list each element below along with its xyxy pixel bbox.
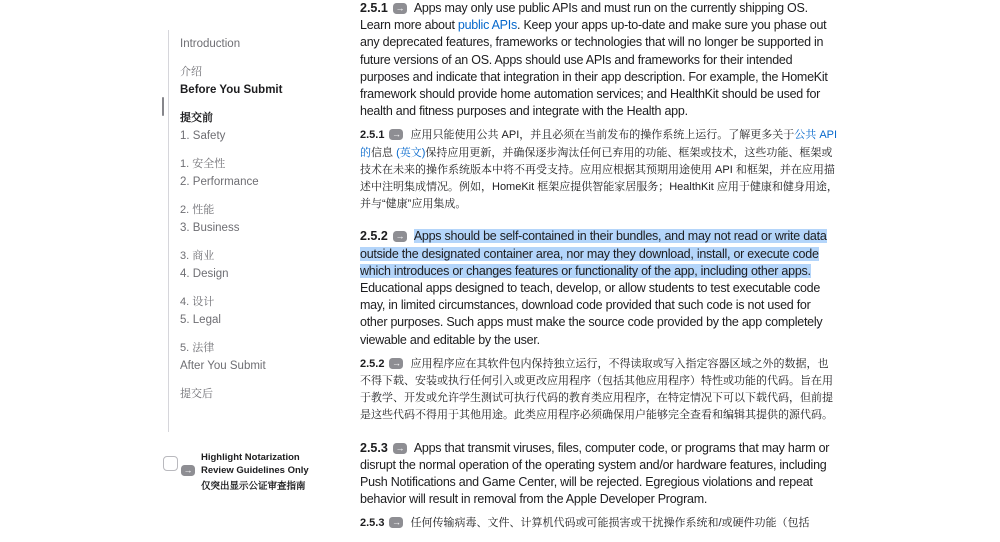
guideline-number: 2.5.1 bbox=[360, 129, 385, 142]
guideline-text: Apps that transmit viruses, files, computer code, or programs that may harm or disrupt the normal operation of the operating system and/or hardware features, including Push Notifications and Game Center, will be rejected. Egregious violations and repeat behavior will result in removal from the Apple Developer Program. bbox=[360, 440, 830, 507]
notarization-filter bbox=[163, 452, 313, 493]
highlighted-text: Apps should be self-contained in their bundles, and may not read or write data outside the designated container area, nor may they download, install, or execute code which introduces or changes features or functionality of the app, including other apps. bbox=[360, 229, 827, 278]
notarization-filter-checkbox[interactable] bbox=[163, 456, 178, 471]
guideline-text: 信息 bbox=[371, 146, 397, 159]
notarization-badge-icon: → bbox=[393, 231, 407, 242]
sidebar-link-zh[interactable]: 2. 性能 bbox=[180, 204, 215, 216]
guideline-text: 任何传输病毒、文件、计算机代码或可能损害或干扰操作系统和/或硬件功能（包括 bbox=[410, 517, 810, 530]
guideline-text: 保持应用更新，并确保逐步淘汰任何已弃用的功能、框架或技术，这些功能、框架或技术在未来的操作系统版本中将不再受支持。应用应根据其预期用途使用 API 和框架，并在应用描述中注明集成情况。例如，HomeKit 框架应提供智能家居服务；HealthKit 应用于健康和健身用途，并与“健康”应用集成。 bbox=[360, 146, 838, 211]
guideline-number: 2.5.1 bbox=[360, 1, 388, 15]
sidebar-nav bbox=[180, 36, 312, 404]
sidebar-item-before-you-submit bbox=[180, 82, 312, 126]
guidelines-content bbox=[360, 0, 839, 542]
guideline-text: Apps may only use public APIs and must run on the currently shipping OS. Learn more about bbox=[360, 1, 808, 33]
sidebar-link-zh[interactable]: 提交后 bbox=[180, 388, 213, 400]
inline-link[interactable]: public APIs bbox=[457, 18, 517, 33]
guideline-text: . Keep your apps up-to-date and make sure you phase out any deprecated features, frameworks or technologies that will no longer be supported in future versions of an OS. Apps should use APIs and frameworks for their intended purposes and indicate that integration in their app description. For example, the HomeKit framework should provide home automation services; and HealthKit should be used for health and fitness purposes and integrate with the Health app. bbox=[360, 18, 828, 119]
sidebar-item-4-design bbox=[180, 266, 312, 310]
sidebar-link-zh[interactable]: 介绍 bbox=[180, 66, 202, 78]
sidebar-link-zh[interactable]: 5. 法律 bbox=[180, 342, 215, 354]
guideline-2-5-2-zh bbox=[360, 356, 839, 425]
sidebar-link-zh[interactable]: 1. 安全性 bbox=[180, 158, 226, 170]
notarization-filter-label-zh[interactable]: 仅突出显示公证审查指南 bbox=[201, 481, 306, 492]
guideline-2-5-1-en bbox=[360, 0, 839, 120]
sidebar-link-en[interactable]: After You Submit bbox=[180, 360, 266, 372]
guideline-number: 2.5.3 bbox=[360, 517, 385, 530]
notarization-badge-icon: → bbox=[389, 517, 403, 528]
notarization-badge-icon: → bbox=[393, 3, 407, 14]
sidebar-item-5-legal bbox=[180, 312, 312, 356]
sidebar-item-3-business bbox=[180, 220, 312, 264]
guideline-2-5-3-en bbox=[360, 440, 839, 509]
sidebar-item-2-performance bbox=[180, 174, 312, 218]
guideline-text: 应用只能使用公共 API，并且必须在当前发布的操作系统上运行。了解更多关于 bbox=[410, 129, 795, 142]
guideline-2-5-3-zh bbox=[360, 515, 839, 532]
guideline-number: 2.5.2 bbox=[360, 229, 388, 244]
sidebar-link-en[interactable]: 4. Design bbox=[180, 268, 229, 280]
sidebar-item-introduction bbox=[180, 36, 312, 80]
guideline-number: 2.5.2 bbox=[360, 357, 385, 370]
notarization-filter-label-en[interactable]: Highlight Notarization Review Guidelines Only bbox=[201, 452, 309, 476]
guideline-text: 应用程序应在其软件包内保持独立运行，不得读取或写入指定容器区域之外的数据，也不得下载、安装或执行任何引入或更改应用程序（包括其他应用程序）特性或功能的代码。旨在用于教学、开发或允许学生测试可执行代码的教育类应用程序，在特定情况下可以下载代码，但前提是这些代码不得用于其他用途。此类应用程序必须确保用户能够完全查看和编辑其提供的源代码。 bbox=[360, 357, 833, 422]
inline-link[interactable]: (英文) bbox=[396, 146, 426, 159]
guideline-number: 2.5.3 bbox=[360, 440, 388, 455]
guideline-2-5-1-zh bbox=[360, 127, 839, 213]
sidebar-link-zh[interactable]: 3. 商业 bbox=[180, 250, 215, 262]
inline-link[interactable]: 公共 API 的 bbox=[360, 129, 838, 159]
sidebar-link-zh[interactable]: 4. 设计 bbox=[180, 296, 215, 308]
sidebar-scrollbar-rail bbox=[168, 30, 169, 432]
sidebar-item-1-safety bbox=[180, 128, 312, 172]
sidebar-link-en[interactable]: 2. Performance bbox=[180, 176, 259, 188]
sidebar-scrollbar-thumb[interactable] bbox=[162, 97, 164, 116]
sidebar-link-en[interactable]: 3. Business bbox=[180, 222, 240, 234]
guideline-text: Educational apps designed to teach, develop, or allow students to test executable code may, in limited circumstances, download code provided that such code is not used for other purposes. Such apps must make the source code provided by the app completely viewable and editable by the user. bbox=[360, 281, 823, 347]
sidebar-link-zh[interactable]: 提交前 bbox=[180, 112, 213, 124]
sidebar-link-en[interactable]: 5. Legal bbox=[180, 314, 221, 326]
guideline-2-5-2-en bbox=[360, 228, 839, 348]
notarization-badge-icon: → bbox=[393, 443, 407, 454]
sidebar-link-en[interactable]: 1. Safety bbox=[180, 130, 226, 142]
sidebar-link-en[interactable]: Before You Submit bbox=[180, 84, 283, 96]
notarization-badge-icon: → bbox=[389, 358, 403, 369]
sidebar-link-en[interactable]: Introduction bbox=[180, 38, 241, 50]
notarization-filter-labels bbox=[201, 452, 313, 493]
notarization-badge-icon: → bbox=[389, 129, 403, 140]
sidebar-item-after-you-submit bbox=[180, 358, 312, 402]
notarization-badge-icon: → bbox=[181, 465, 195, 476]
